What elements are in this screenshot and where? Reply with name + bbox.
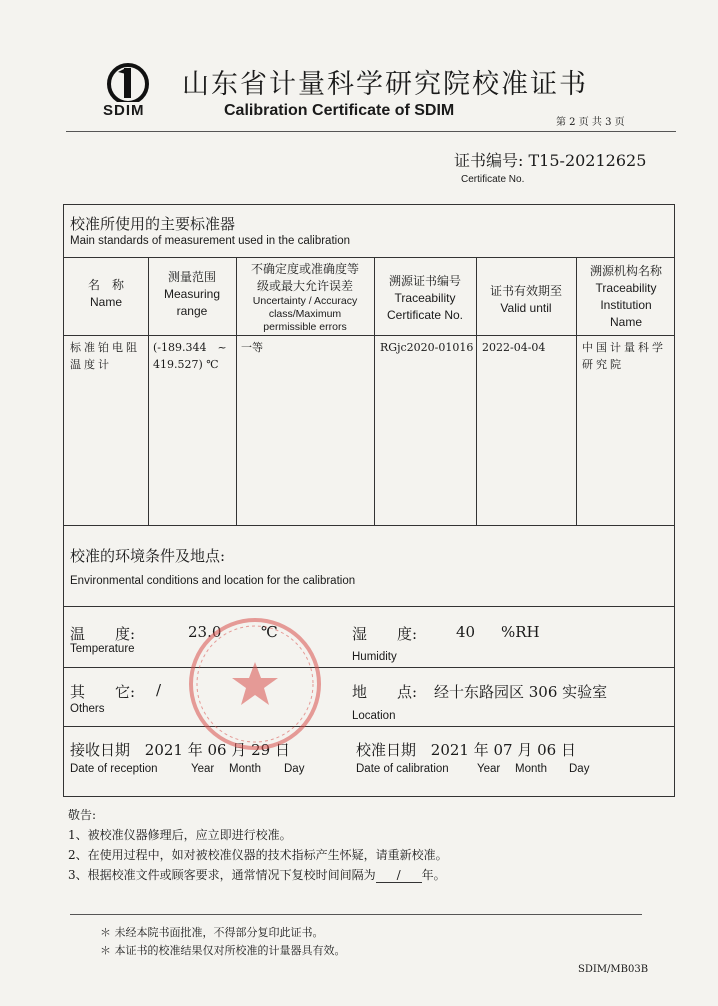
cell-range-line1: (-189.344 ~ (153, 341, 227, 354)
cell-institution (582, 339, 666, 373)
table-header-divider (64, 335, 674, 336)
reception-label-en: Date of reception (70, 763, 158, 775)
logo-text: SDIM (103, 102, 145, 119)
humidity-value: 40 (456, 623, 476, 641)
col-inst-en3: Name (609, 315, 642, 329)
reception-label-cn: 接收日期 (70, 741, 131, 759)
footer-note-1: ＊ 未经本院书面批准，不得部分复印此证书。 (100, 926, 324, 939)
cell-inst-line2: 研究院 (582, 358, 624, 371)
col-name-cn: 名 称 (87, 278, 124, 292)
environment-title-en: Environmental conditions and location for the calibration (70, 575, 356, 587)
title-en: Calibration Certificate of SDIM (224, 102, 455, 119)
col-unc-en3: permissible errors (263, 321, 347, 333)
divider (64, 606, 674, 607)
location-label-cn: 地 点: (352, 683, 418, 701)
footer-rule (70, 914, 642, 915)
cell-range-line2: 419.527) ℃ (153, 358, 219, 371)
cell-range (153, 339, 227, 373)
others-label-en: Others (70, 703, 105, 715)
calibration-day-en: Day (569, 763, 590, 775)
calibration-label-en: Date of calibration (356, 763, 449, 775)
col-unc-cn1: 不确定度或准确度等 (250, 262, 359, 276)
temperature-label-cn: 温 度: (70, 625, 136, 643)
col-range-en2: range (176, 304, 208, 318)
notice-line-3 (68, 866, 446, 883)
cell-inst-line1: 中国计量科学 (582, 341, 666, 354)
col-inst-cn: 溯源机构名称 (589, 264, 662, 278)
col-unc-en2: class/Maximum (268, 308, 342, 320)
col-header-uncertainty (236, 261, 374, 334)
humidity-label-cn: 湿 度: (352, 625, 418, 643)
calibration-date-value: 2021 年 07 月 06 日 (430, 741, 576, 759)
divider (64, 257, 674, 258)
calibration-month-en: Month (515, 763, 547, 775)
notice-line-1: 1、被校准仪器修理后，应立即进行校准。 (68, 828, 292, 842)
certificate-label-cn: 证书编号: (454, 151, 524, 170)
reception-date-value: 2021 年 06 月 29 日 (144, 741, 290, 759)
title-cn: 山东省计量科学研究院校准证书 (182, 69, 588, 100)
table-row (70, 339, 140, 373)
cell-name-line1: 标准铂电阻 (70, 341, 140, 354)
col-header-name (64, 277, 148, 311)
calibration-info-box (63, 204, 675, 797)
col-trace-en2: Certificate No. (386, 308, 464, 322)
calibration-year-en: Year (477, 763, 501, 775)
humidity-label-en: Humidity (352, 651, 397, 663)
humidity-unit: %RH (501, 623, 540, 641)
col-unc-en1: Uncertainty / Accuracy (252, 295, 358, 307)
col-inst-en2: Institution (600, 298, 652, 312)
notice-title: 敬告: (68, 808, 97, 822)
col-range-cn: 测量范围 (167, 270, 216, 284)
temperature-unit: ℃ (261, 623, 278, 641)
col-header-traceability (374, 273, 476, 324)
official-seal (185, 614, 325, 754)
standards-title-en: Main standards of measurement used in the calibration (70, 235, 350, 247)
col-inst-en1: Traceability (595, 281, 657, 295)
notice-line-2: 2、在使用过程中，如对被校准仪器的技术指标产生怀疑，请重新校准。 (68, 848, 448, 862)
environment-title-cn: 校准的环境条件及地点: (70, 547, 226, 565)
col-trace-cn: 溯源证书编号 (388, 274, 461, 288)
certificate-label-en: Certificate No. (461, 174, 525, 185)
certificate-number-value: T15-20212625 (528, 151, 647, 170)
reception-day-en: Day (284, 763, 305, 775)
cell-valid: 2022-04-04 (482, 341, 546, 354)
page-info: 第 2 页 共 3 页 (556, 117, 625, 128)
calibration-label-cn: 校准日期 (356, 741, 417, 759)
col-range-en1: Measuring (163, 287, 221, 301)
cell-uncertainty: 一等 (241, 341, 263, 354)
divider (64, 667, 674, 668)
notice-line-3-post: 年。 (421, 868, 446, 882)
divider (64, 525, 674, 526)
certificate-number (454, 148, 646, 171)
recalibration-interval: / (376, 868, 422, 883)
col-valid-cn: 证书有效期至 (489, 284, 562, 298)
footer-note-2: ＊ 本证书的校准结果仅对所校准的计量器具有效。 (100, 944, 346, 957)
others-label-cn: 其 它: (70, 683, 136, 701)
divider (64, 726, 674, 727)
form-code: SDIM/MB03B (578, 964, 649, 975)
col-trace-en1: Traceability (394, 291, 456, 305)
col-header-valid (476, 283, 576, 317)
temperature-value: 23.0 (188, 623, 222, 641)
col-header-range (148, 269, 236, 320)
temperature-label-en: Temperature (70, 643, 135, 655)
col-valid-en: Valid until (500, 301, 552, 315)
reception-month-en: Month (229, 763, 261, 775)
cell-name-line2: 温度计 (70, 358, 112, 371)
col-header-institution (576, 263, 676, 331)
notice-line-3-pre: 3、根据校准文件或顾客要求，通常情况下复校时间间隔为 (68, 868, 376, 882)
cell-traceability: RGjc2020-01016 (380, 341, 474, 354)
standards-title-cn: 校准所使用的主要标准器 (70, 215, 236, 233)
calibration-date-cn (356, 739, 576, 760)
sdim-logo (100, 62, 156, 120)
header-rule (66, 131, 676, 132)
location-label-en: Location (352, 710, 396, 722)
col-name-en: Name (89, 295, 122, 309)
col-unc-cn2: 级或最大允许误差 (256, 279, 353, 293)
location-value: 经十东路园区 306 实验室 (434, 683, 608, 701)
reception-year-en: Year (191, 763, 215, 775)
others-value: / (156, 681, 162, 699)
